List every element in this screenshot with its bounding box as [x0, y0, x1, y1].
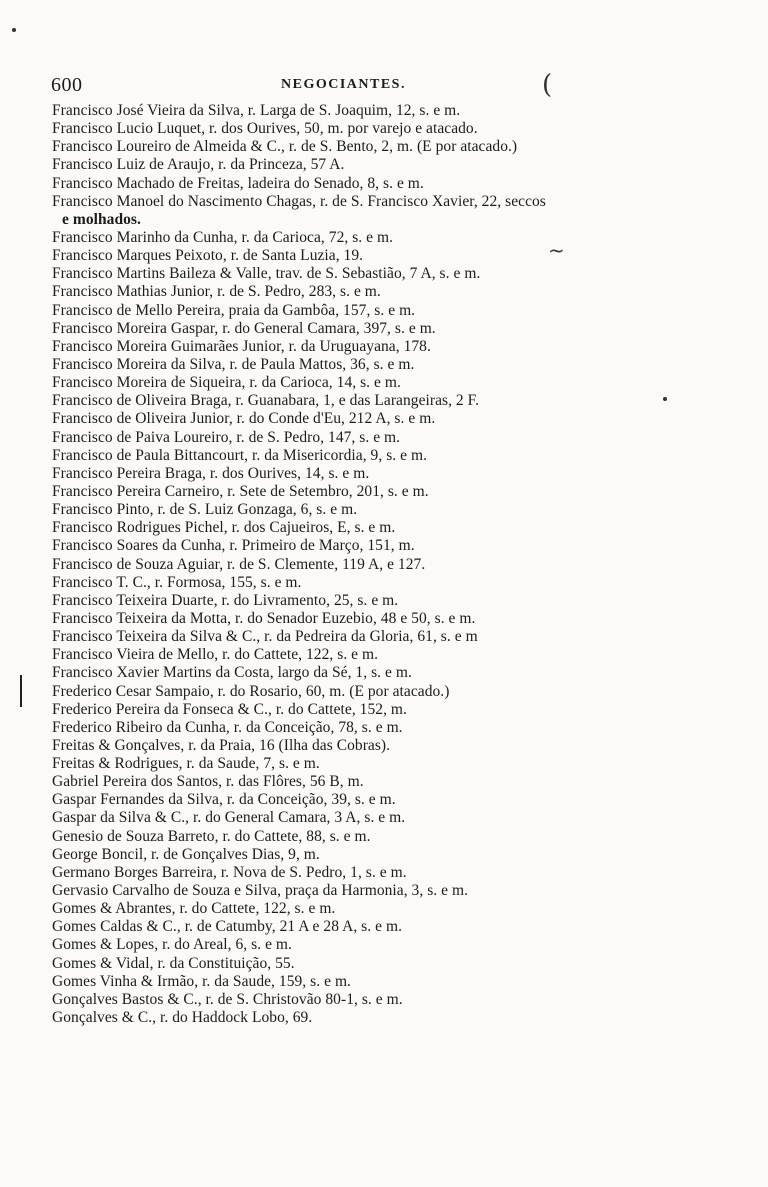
listing-entry: Francisco Lucio Luquet, r. dos Ourives, 50, m. por varejo e atacado.	[52, 120, 478, 138]
listing-entry: Francisco de Souza Aguiar, r. de S. Clemente, 119 A, e 127.	[52, 555, 426, 573]
listing-entry: Francisco Soares da Cunha, r. Primeiro de Março, 151, m.	[52, 537, 415, 555]
listing-entry: Frederico Pereira da Fonseca & C., r. do Cattete, 152, m.	[52, 700, 407, 718]
listing-entry: Francisco Teixeira Duarte, r. do Livramento, 25, s. e m.	[52, 591, 399, 609]
listing-entry: Francisco Pereira Braga, r. dos Ourives, 14, s. e m.	[52, 464, 370, 482]
listing-entry: Frederico Cesar Sampaio, r. do Rosario, 60, m. (E por atacado.)	[52, 682, 450, 700]
listing-entry: Francisco José Vieira da Silva, r. Larga de S. Joaquim, 12, s. e m.	[52, 102, 461, 119]
listing-entry: Francisco Moreira de Siqueira, r. da Carioca, 14, s. e m.	[52, 374, 401, 392]
listing-entry: Gaspar da Silva & C., r. do General Camara, 3 A, s. e m.	[52, 809, 406, 827]
listing-entry: Francisco de Oliveira Braga, r. Guanabara, 1, e das Larangeiras, 2 F.	[52, 392, 480, 410]
page-header	[51, 74, 651, 96]
listing-entry: Francisco Marques Peixoto, r. de Santa Luzia, 19.	[52, 247, 364, 265]
listing-entry: Francisco de Paula Bittancourt, r. da Misericordia, 9, s. e m.	[52, 446, 428, 464]
listing-entry: Francisco Rodrigues Pichel, r. dos Cajueiros, E, s. e m.	[52, 519, 396, 537]
listing-entry: Francisco Teixeira da Motta, r. do Senador Euzebio, 48 e 50, s. e m.	[52, 609, 476, 627]
listing-entry: Francisco de Paiva Loureiro, r. de S. Pedro, 147, s. e m.	[52, 428, 401, 446]
listing-entry: Francisco de Mello Pereira, praia da Gambôa, 157, s. e m.	[52, 301, 416, 319]
listing-entry: Gomes & Lopes, r. do Areal, 6, s. e m.	[52, 936, 292, 954]
listing-entry: Francisco Pinto, r. de S. Luiz Gonzaga, 6, s. e m.	[52, 501, 358, 519]
margin-rule-mark	[20, 675, 22, 707]
listing-entry: Francisco Manoel do Nascimento Chagas, r. de S. Francisco Xavier, 22, seccos	[52, 192, 546, 210]
listing-entry: Francisco Machado de Freitas, ladeira do Senado, 8, s. e m.	[52, 174, 424, 192]
listing-entry: Francisco Mathias Junior, r. de S. Pedro, 283, s. e m.	[52, 283, 381, 301]
listing-entry: Freitas & Rodrigues, r. da Saude, 7, s. e m.	[52, 755, 320, 773]
listing-entry: George Boncil, r. de Gonçalves Dias, 9, m.	[52, 845, 320, 863]
listing-entry-continuation: e molhados.	[62, 210, 141, 228]
corner-speck	[12, 28, 16, 32]
listing-entry: Francisco Loureiro de Almeida & C., r. de S. Bento, 2, m. (E por atacado.)	[52, 138, 518, 156]
handwritten-mark-top: (	[542, 70, 553, 100]
listing-entry: Francisco Pereira Carneiro, r. Sete de Setembro, 201, s. e m.	[52, 482, 429, 500]
listing-entry: Gonçalves Bastos & C., r. de S. Christovão 80-1, s. e m.	[52, 990, 403, 1008]
listing-entry: Gervasio Carvalho de Souza e Silva, praça da Harmonia, 3, s. e m.	[52, 882, 469, 900]
listing-entry: Francisco Moreira Gaspar, r. do General Camara, 397, s. e m.	[52, 319, 436, 337]
merchant-listing	[52, 102, 692, 1027]
listing-entry: Francisco Marinho da Cunha, r. da Carioca, 72, s. e m.	[52, 228, 394, 246]
listing-entry: Gomes & Vidal, r. da Constituição, 55.	[52, 954, 295, 972]
handwritten-mark-right: ~	[548, 238, 565, 262]
listing-entry: Francisco Xavier Martins da Costa, largo da Sé, 1, s. e m.	[52, 664, 412, 682]
running-head-title: NEGOCIANTES.	[281, 77, 406, 92]
listing-entry: Francisco Teixeira da Silva & C., r. da Pedreira da Gloria, 61, s. e m	[52, 628, 478, 646]
page-number: 600	[51, 74, 83, 96]
listing-entry: Germano Borges Barreira, r. Nova de S. Pedro, 1, s. e m.	[52, 863, 407, 881]
listing-entry: Francisco T. C., r. Formosa, 155, s. e m.	[52, 573, 302, 591]
listing-entry: Gomes Caldas & C., r. de Catumby, 21 A e 28 A, s. e m.	[52, 918, 402, 936]
listing-entry: Francisco de Oliveira Junior, r. do Conde d'Eu, 212 A, s. e m.	[52, 410, 436, 428]
listing-entry: Francisco Moreira da Silva, r. de Paula Mattos, 36, s. e m.	[52, 355, 415, 373]
listing-entry: Gabriel Pereira dos Santos, r. das Flôres, 56 B, m.	[52, 773, 364, 791]
listing-entry: Francisco Martins Baileza & Valle, trav. de S. Sebastião, 7 A, s. e m.	[52, 265, 481, 283]
listing-entry: Gomes Vinha & Irmão, r. da Saude, 159, s. e m.	[52, 972, 351, 990]
listing-entry: Genesio de Souza Barreto, r. do Cattete, 88, s. e m.	[52, 827, 371, 845]
listing-entry: Francisco Moreira Guimarães Junior, r. da Uruguayana, 178.	[52, 337, 431, 355]
listing-entry: Gaspar Fernandes da Silva, r. da Conceição, 39, s. e m.	[52, 791, 396, 809]
listing-entry: Gomes & Abrantes, r. do Cattete, 122, s. e m.	[52, 900, 336, 918]
listing-entry: Freitas & Gonçalves, r. da Praia, 16 (Ilha das Cobras).	[52, 736, 391, 754]
listing-entry: Gonçalves & C., r. do Haddock Lobo, 69.	[52, 1009, 313, 1027]
listing-entry: Francisco Vieira de Mello, r. do Cattete, 122, s. e m.	[52, 646, 379, 664]
listing-entry: Frederico Ribeiro da Cunha, r. da Conceição, 78, s. e m.	[52, 718, 403, 736]
listing-entry: Francisco Luiz de Araujo, r. da Princeza, 57 A.	[52, 156, 345, 174]
